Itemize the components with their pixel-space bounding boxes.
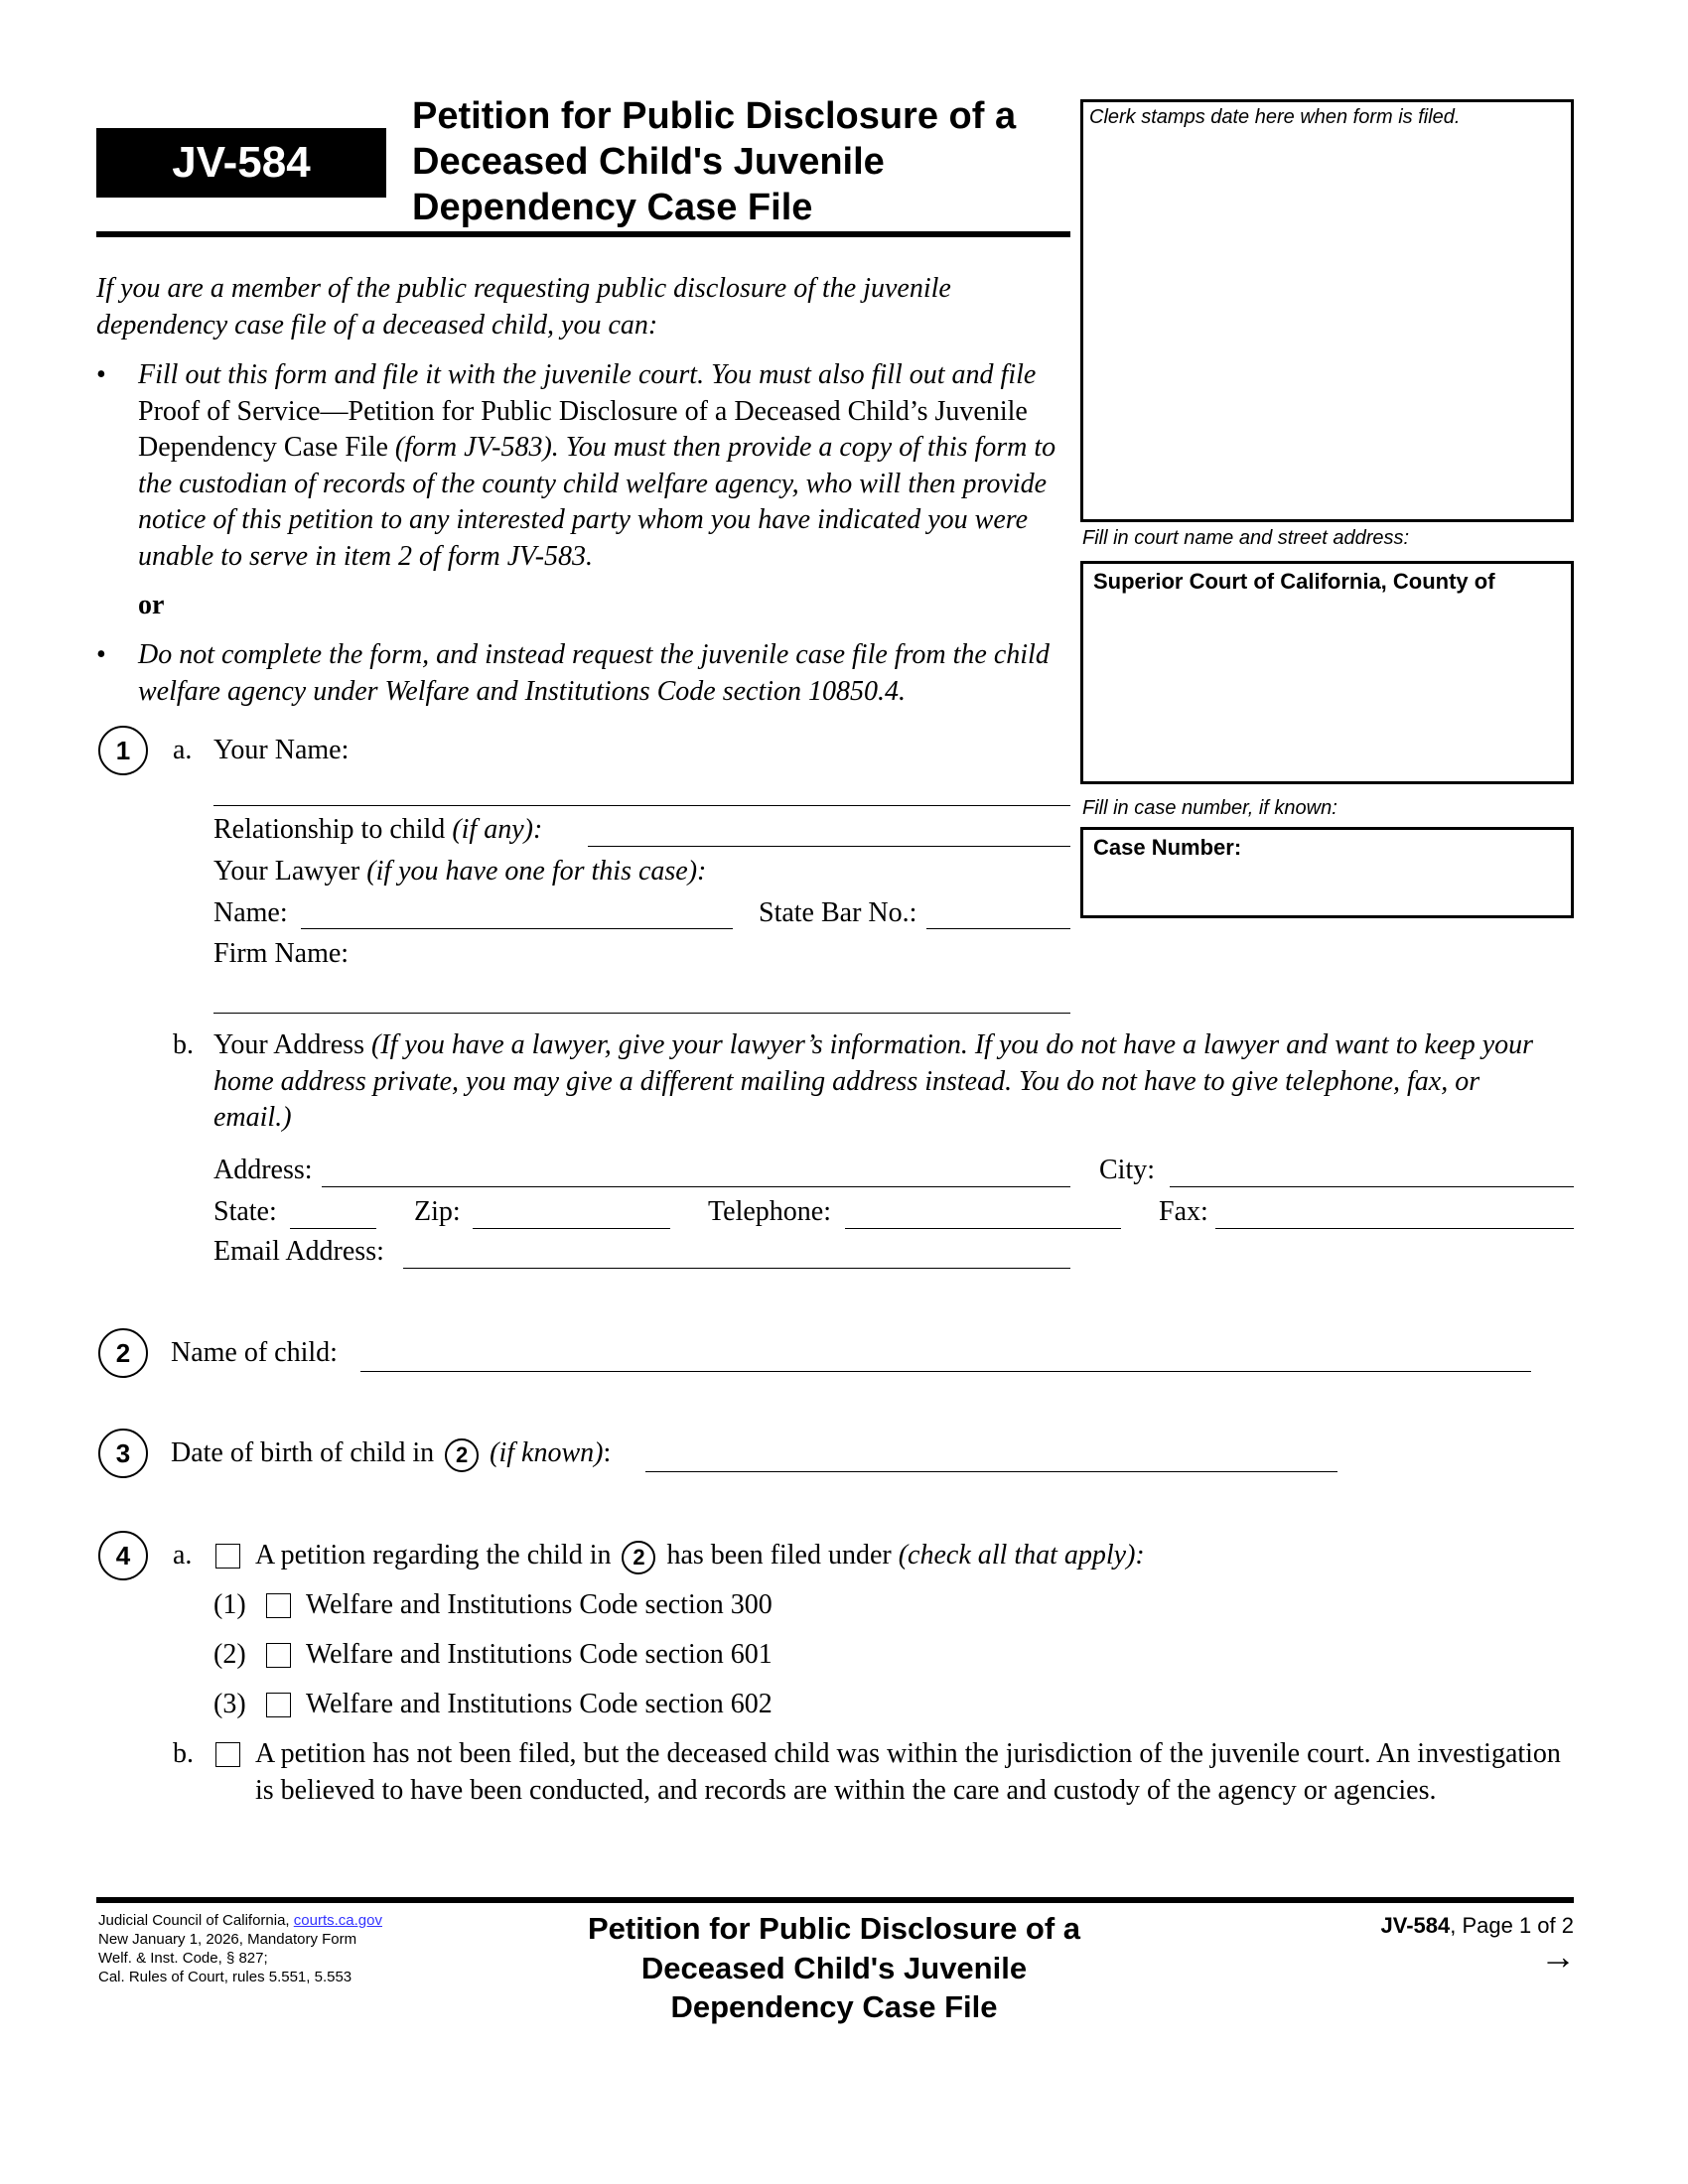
header-rule — [96, 231, 1070, 237]
item-2-reference: 2 — [622, 1541, 655, 1574]
next-page-arrow-icon: → — [1540, 1936, 1576, 1977]
option-number: (1) — [213, 1589, 246, 1620]
form-title — [412, 93, 1016, 230]
bullet-icon: • — [96, 639, 106, 670]
section-601-label: Welfare and Institutions Code section 601 — [306, 1639, 773, 1670]
case-number-label: Case Number: — [1093, 835, 1242, 860]
state-bar-label: State Bar No.: — [759, 897, 917, 928]
telephone-field[interactable] — [845, 1228, 1121, 1229]
section-601-checkbox[interactable] — [266, 1643, 291, 1668]
court-name-field[interactable] — [1080, 561, 1574, 784]
clerk-stamp-box — [1080, 99, 1574, 522]
no-petition-text: A petition has not been filed, but the deceased child was within the jurisdiction of the juvenile court. An investigation is believed to have been conducted, and records are within the care and custody of the agency or agencies. — [255, 1738, 1561, 1806]
case-caption: Fill in case number, if known: — [1082, 797, 1337, 819]
bullet1-text: Fill out this form and file it with the juvenile court. You must also fill out and file — [138, 359, 1037, 390]
relationship-label: Relationship to child (if any): — [213, 814, 543, 845]
section-602-checkbox[interactable] — [266, 1693, 291, 1717]
page-indicator: JV-584, Page 1 of 2 — [1380, 1913, 1574, 1938]
courts-link[interactable]: courts.ca.gov — [293, 1912, 382, 1929]
item-2-reference: 2 — [445, 1438, 479, 1472]
address-field[interactable] — [322, 1186, 1070, 1187]
intro-text: If you are a member of the public requesting public disclosure of the juvenile dependency case file of a deceased child, you can: — [96, 273, 951, 341]
no-petition-checkbox[interactable] — [215, 1742, 240, 1767]
telephone-label: Telephone: — [708, 1196, 831, 1227]
option-number: (2) — [213, 1639, 246, 1670]
item-4a-label: a. — [173, 1540, 193, 1570]
email-label: Email Address: — [213, 1236, 384, 1267]
title-line: Dependency Case File — [412, 187, 813, 228]
lawyer-name-label: Name: — [213, 897, 288, 928]
petition-filed-checkbox[interactable] — [215, 1544, 240, 1569]
footer-citation: Judicial Council of California, courts.ca.gov New January 1, 2026, Mandatory Form Welf. & Inst. Code, § 827; Cal. Rules of Court, rules 5.551, 5.553 — [98, 1912, 382, 1985]
item-4b-label: b. — [173, 1738, 194, 1769]
address-label: Address: — [213, 1155, 313, 1185]
child-name-field[interactable] — [360, 1371, 1531, 1372]
relationship-field[interactable] — [588, 846, 1070, 847]
item-1-number: 1 — [98, 726, 148, 775]
fax-field[interactable] — [1215, 1228, 1574, 1229]
fax-label: Fax: — [1159, 1196, 1208, 1227]
lawyer-label: Your Lawyer (if you have one for this case): — [213, 856, 707, 887]
item-2-number: 2 — [98, 1328, 148, 1378]
item-1b-label: b. — [173, 1029, 194, 1060]
court-caption: Fill in court name and street address: — [1082, 527, 1410, 549]
firm-name-field[interactable] — [213, 1013, 1070, 1014]
address-instructions: Your Address (If you have a lawyer, give your lawyer’s information. If you do not have a lawyer and want to keep your home address private, you may give a different mailing address instead. You do not have to give telephone, fax, or email.) — [213, 1029, 1534, 1133]
zip-field[interactable] — [473, 1228, 670, 1229]
bullet-option-file-form — [138, 357, 1076, 575]
section-300-checkbox[interactable] — [266, 1593, 291, 1618]
section-602-label: Welfare and Institutions Code section 602 — [306, 1689, 773, 1719]
title-line: Petition for Public Disclosure of a — [412, 95, 1017, 137]
zip-label: Zip: — [414, 1196, 461, 1227]
footer-title: Petition for Public Disclosure of a Deceased Child's Juvenile Dependency Case File — [587, 1911, 1081, 2024]
city-label: City: — [1099, 1155, 1156, 1185]
state-field[interactable] — [290, 1228, 376, 1229]
case-number-field[interactable] — [1080, 827, 1574, 918]
petition-filed-text: A petition regarding the child in 2 has been filed under (check all that apply): — [255, 1538, 1145, 1574]
footer-rule — [96, 1897, 1574, 1903]
city-field[interactable] — [1170, 1186, 1574, 1187]
child-dob-label: Date of birth of child in 2 (if known): — [171, 1435, 611, 1472]
bullet-option-request-agency: Do not complete the form, and instead request the juvenile case file from the child welfare agency under Welfare and Institutions Code section 10850.4. — [138, 639, 1050, 707]
child-name-label: Name of child: — [171, 1337, 338, 1368]
form-number-badge: JV-584 — [96, 128, 386, 198]
item-1a-label: a. — [173, 735, 193, 765]
item-4-number: 4 — [98, 1531, 148, 1580]
lawyer-name-field[interactable] — [301, 928, 733, 929]
clerk-stamp-label: Clerk stamps date here when form is filed. — [1089, 106, 1461, 128]
option-number: (3) — [213, 1689, 246, 1719]
court-label: Superior Court of California, County of — [1093, 569, 1495, 594]
child-dob-field[interactable] — [645, 1471, 1337, 1472]
state-label: State: — [213, 1196, 277, 1227]
firm-name-label: Firm Name: — [213, 938, 350, 969]
your-name-label: Your Name: — [213, 735, 350, 765]
section-300-label: Welfare and Institutions Code section 300 — [306, 1589, 773, 1620]
state-bar-field[interactable] — [926, 928, 1070, 929]
proof-of-service-title: Proof of Service—Petition for Public Disclosure of a Deceased Child’s Juvenile Dependency Case File — [138, 395, 1028, 463]
bullet1-text-cont: (form JV-583). You must then provide a copy of this form to the custodian of records of the county child welfare agency, who will then provide notice of this petition to any interested party whom you have indicated you were unable to serve in item 2 of form JV-583. — [138, 432, 1056, 572]
title-line: Deceased Child's Juvenile — [412, 141, 885, 183]
email-field[interactable] — [403, 1268, 1070, 1269]
or-label: or — [138, 590, 165, 620]
bullet-icon: • — [96, 359, 106, 390]
your-name-field[interactable] — [213, 805, 1070, 806]
item-3-number: 3 — [98, 1429, 148, 1478]
